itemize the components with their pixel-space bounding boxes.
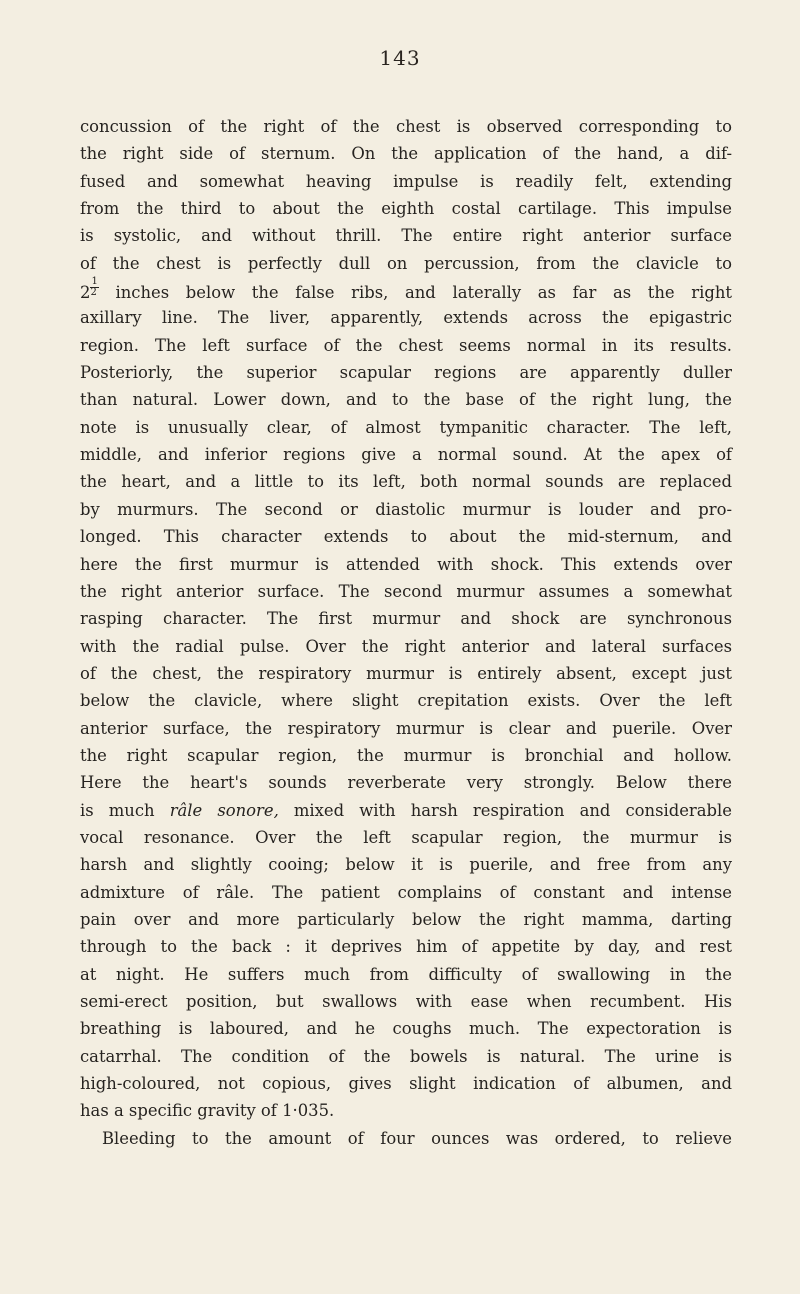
fraction: [90, 277, 98, 298]
text-line: pain over and more particularly below the right mamma, darting: [80, 909, 732, 929]
text-line: middle, and inferior regions give a normal sound. At the apex of: [80, 445, 732, 465]
text-line: of the chest, the respiratory murmur is entirely absent, except just: [80, 663, 732, 683]
text-line: catarrhal. The condition of the bowels is natural. The urine is: [80, 1046, 732, 1066]
text-span: mixed with harsh respiration and considerable: [278, 800, 732, 820]
text-line: rasping character. The first murmur and shock are synchronous: [80, 609, 732, 629]
text-line-with-fraction: [80, 277, 732, 304]
text-line: at night. He suffers much from difficulty of swallowing in the: [80, 964, 732, 984]
fraction-denominator: 2: [90, 287, 97, 299]
text-line: is systolic, and without thrill. The entire right anterior surface: [80, 226, 732, 246]
text-line: the right scapular region, the murmur is bronchial and hollow.: [80, 745, 732, 765]
text-line: semi-erect position, but swallows with ease when recumbent. His: [80, 992, 732, 1011]
text-line: through to the back : it deprives him of appetite by day, and rest: [80, 937, 732, 957]
text-line: admixture of râle. The patient complains of constant and intense: [80, 882, 732, 902]
text-line: by murmurs. The second or diastolic murmur is louder and pro-: [80, 499, 732, 519]
text-line: fused and somewhat heaving impulse is readily felt, extending: [80, 171, 732, 191]
text-line: the right anterior surface. The second murmur assumes a somewhat: [80, 581, 732, 601]
text-span: is much: [80, 800, 170, 820]
text-line: below the clavicle, where slight crepitation exists. Over the left: [80, 691, 732, 711]
text-line: concussion of the right of the chest is observed corresponding to: [80, 117, 732, 136]
text-line: harsh and slightly cooing; below it is puerile, and free from any: [80, 855, 732, 875]
fraction-whole: 2: [80, 283, 91, 303]
body-text: [80, 113, 732, 1152]
text-line: note is unusually clear, of almost tympanitic character. The left,: [80, 417, 732, 437]
text-line: high-coloured, not copious, gives slight indication of albumen, and: [80, 1074, 732, 1094]
text-line: than natural. Lower down, and to the base of the right lung, the: [80, 390, 732, 410]
text-line-paragraph-end: has a specific gravity of 1·035.: [80, 1101, 335, 1121]
text-line: Here the heart's sounds reverberate very strongly. Below there: [80, 773, 732, 793]
page-number: 143: [379, 46, 421, 70]
fraction-numerator: 1: [91, 276, 98, 288]
text-line: longed. This character extends to about the mid-sternum, and: [80, 527, 732, 547]
fraction-line-rest: inches below the false ribs, and laterally as far as the right: [98, 283, 732, 303]
text-line: the right side of sternum. On the application of the hand, a dif-: [80, 144, 732, 164]
text-line: with the radial pulse. Over the right anterior and lateral surfaces: [80, 636, 732, 656]
text-line: the heart, and a little to its left, both normal sounds are replaced: [80, 472, 732, 492]
text-line: anterior surface, the respiratory murmur is clear and puerile. Over: [80, 718, 732, 738]
text-line: region. The left surface of the chest seems normal in its results.: [80, 335, 732, 355]
text-line: of the chest is perfectly dull on percussion, from the clavicle to: [80, 253, 732, 273]
text-line: here the first murmur is attended with shock. This extends over: [80, 554, 732, 574]
text-line: axillary line. The liver, apparently, extends across the epigastric: [80, 308, 732, 328]
text-line: breathing is laboured, and he coughs much. The expectoration is: [80, 1019, 732, 1039]
italic-term: râle sonore,: [169, 800, 279, 820]
text-line: vocal resonance. Over the left scapular region, the murmur is: [80, 827, 732, 847]
text-line: Posteriorly, the superior scapular regions are apparently duller: [80, 363, 732, 383]
text-line: from the third to about the eighth costal cartilage. This impulse: [80, 199, 732, 219]
paragraph-start-line: Bleeding to the amount of four ounces was ordered, to relieve: [102, 1128, 732, 1148]
text-line-with-italic: [80, 797, 732, 824]
